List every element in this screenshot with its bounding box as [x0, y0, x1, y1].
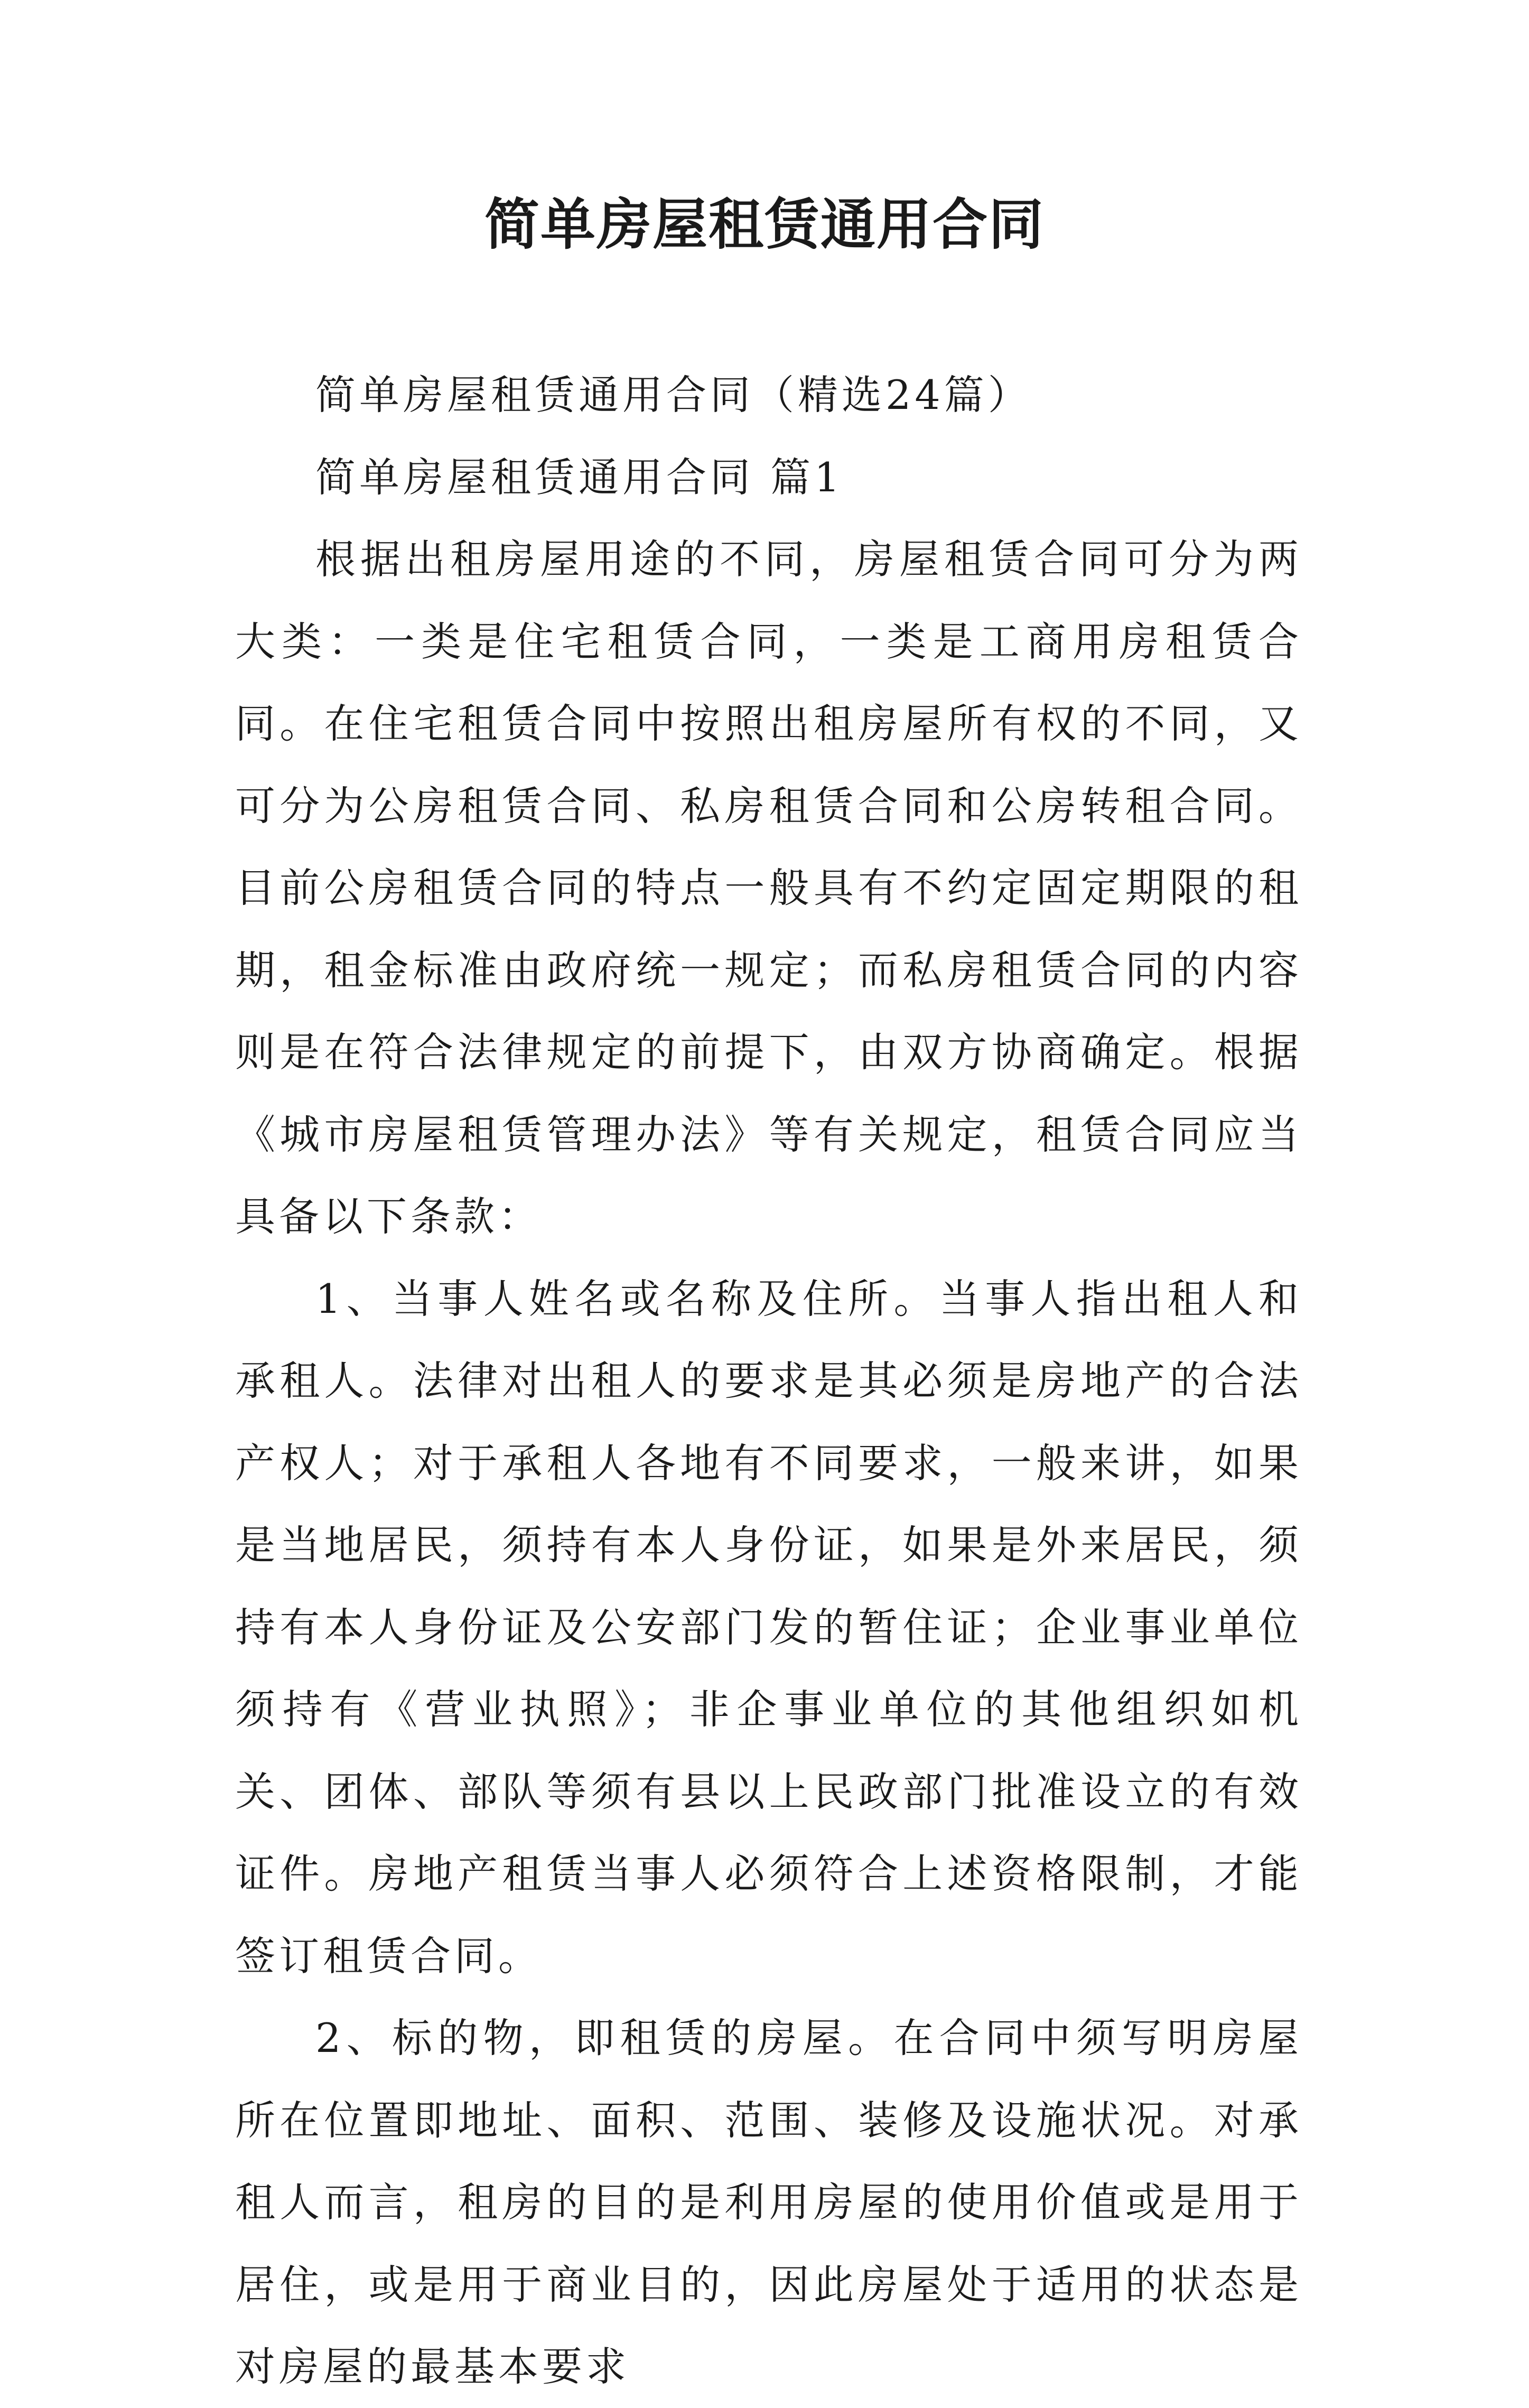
document-title: 简单房屋租赁通用合同	[484, 192, 1045, 257]
clause-1-paragraph: 1、当事人姓名或名称及住所。当事人指出租人和承租人。法律对出租人的要求是其必须是房地产的合法产权人；对于承租人各地有不同要求，一般来讲，如果是当地居民，须持有本人身份证，如果是外来居民，须持有本人身份证及公安部门发的暂住证；企业事业单位须持有《营业执照》；非企事业单位的其他组织如机关、团体、部队等须有县以上民政部门批准设立的有效证件。房地产租赁当事人必须符合上述资格限制，才能签订租赁合同。	[235, 1275, 1302, 1980]
intro-paragraph: 根据出租房屋用途的不同，房屋租赁合同可分为两大类：一类是住宅租赁合同，一类是工商用房租赁合同。在住宅租赁合同中按照出租房屋所有权的不同，又可分为公房租赁合同、私房租赁合同和公房转租合同。目前公房租赁合同的特点一般具有不约定固定期限的租期，租金标准由政府统一规定；而私房租赁合同的内容则是在符合法律规定的前提下，由双方协商确定。根据《城市房屋租赁管理办法》等有关规定，租赁合同应当具备以下条款：	[235, 536, 1302, 1240]
clause-2-paragraph: 2、标的物，即租赁的房屋。在合同中须写明房屋所在位置即地址、面积、范围、装修及设施状况。对承租人而言，租房的目的是利用房屋的使用价值或是用于居住，或是用于商业目的，因此房屋处于适用的状态是对房屋的最基本要求	[235, 2014, 1302, 2390]
document-body	[235, 354, 1302, 2408]
section-heading-paragraph: 简单房屋租赁通用合同 篇1	[315, 453, 844, 501]
subtitle-paragraph: 简单房屋租赁通用合同（精选24篇）	[315, 371, 1032, 418]
